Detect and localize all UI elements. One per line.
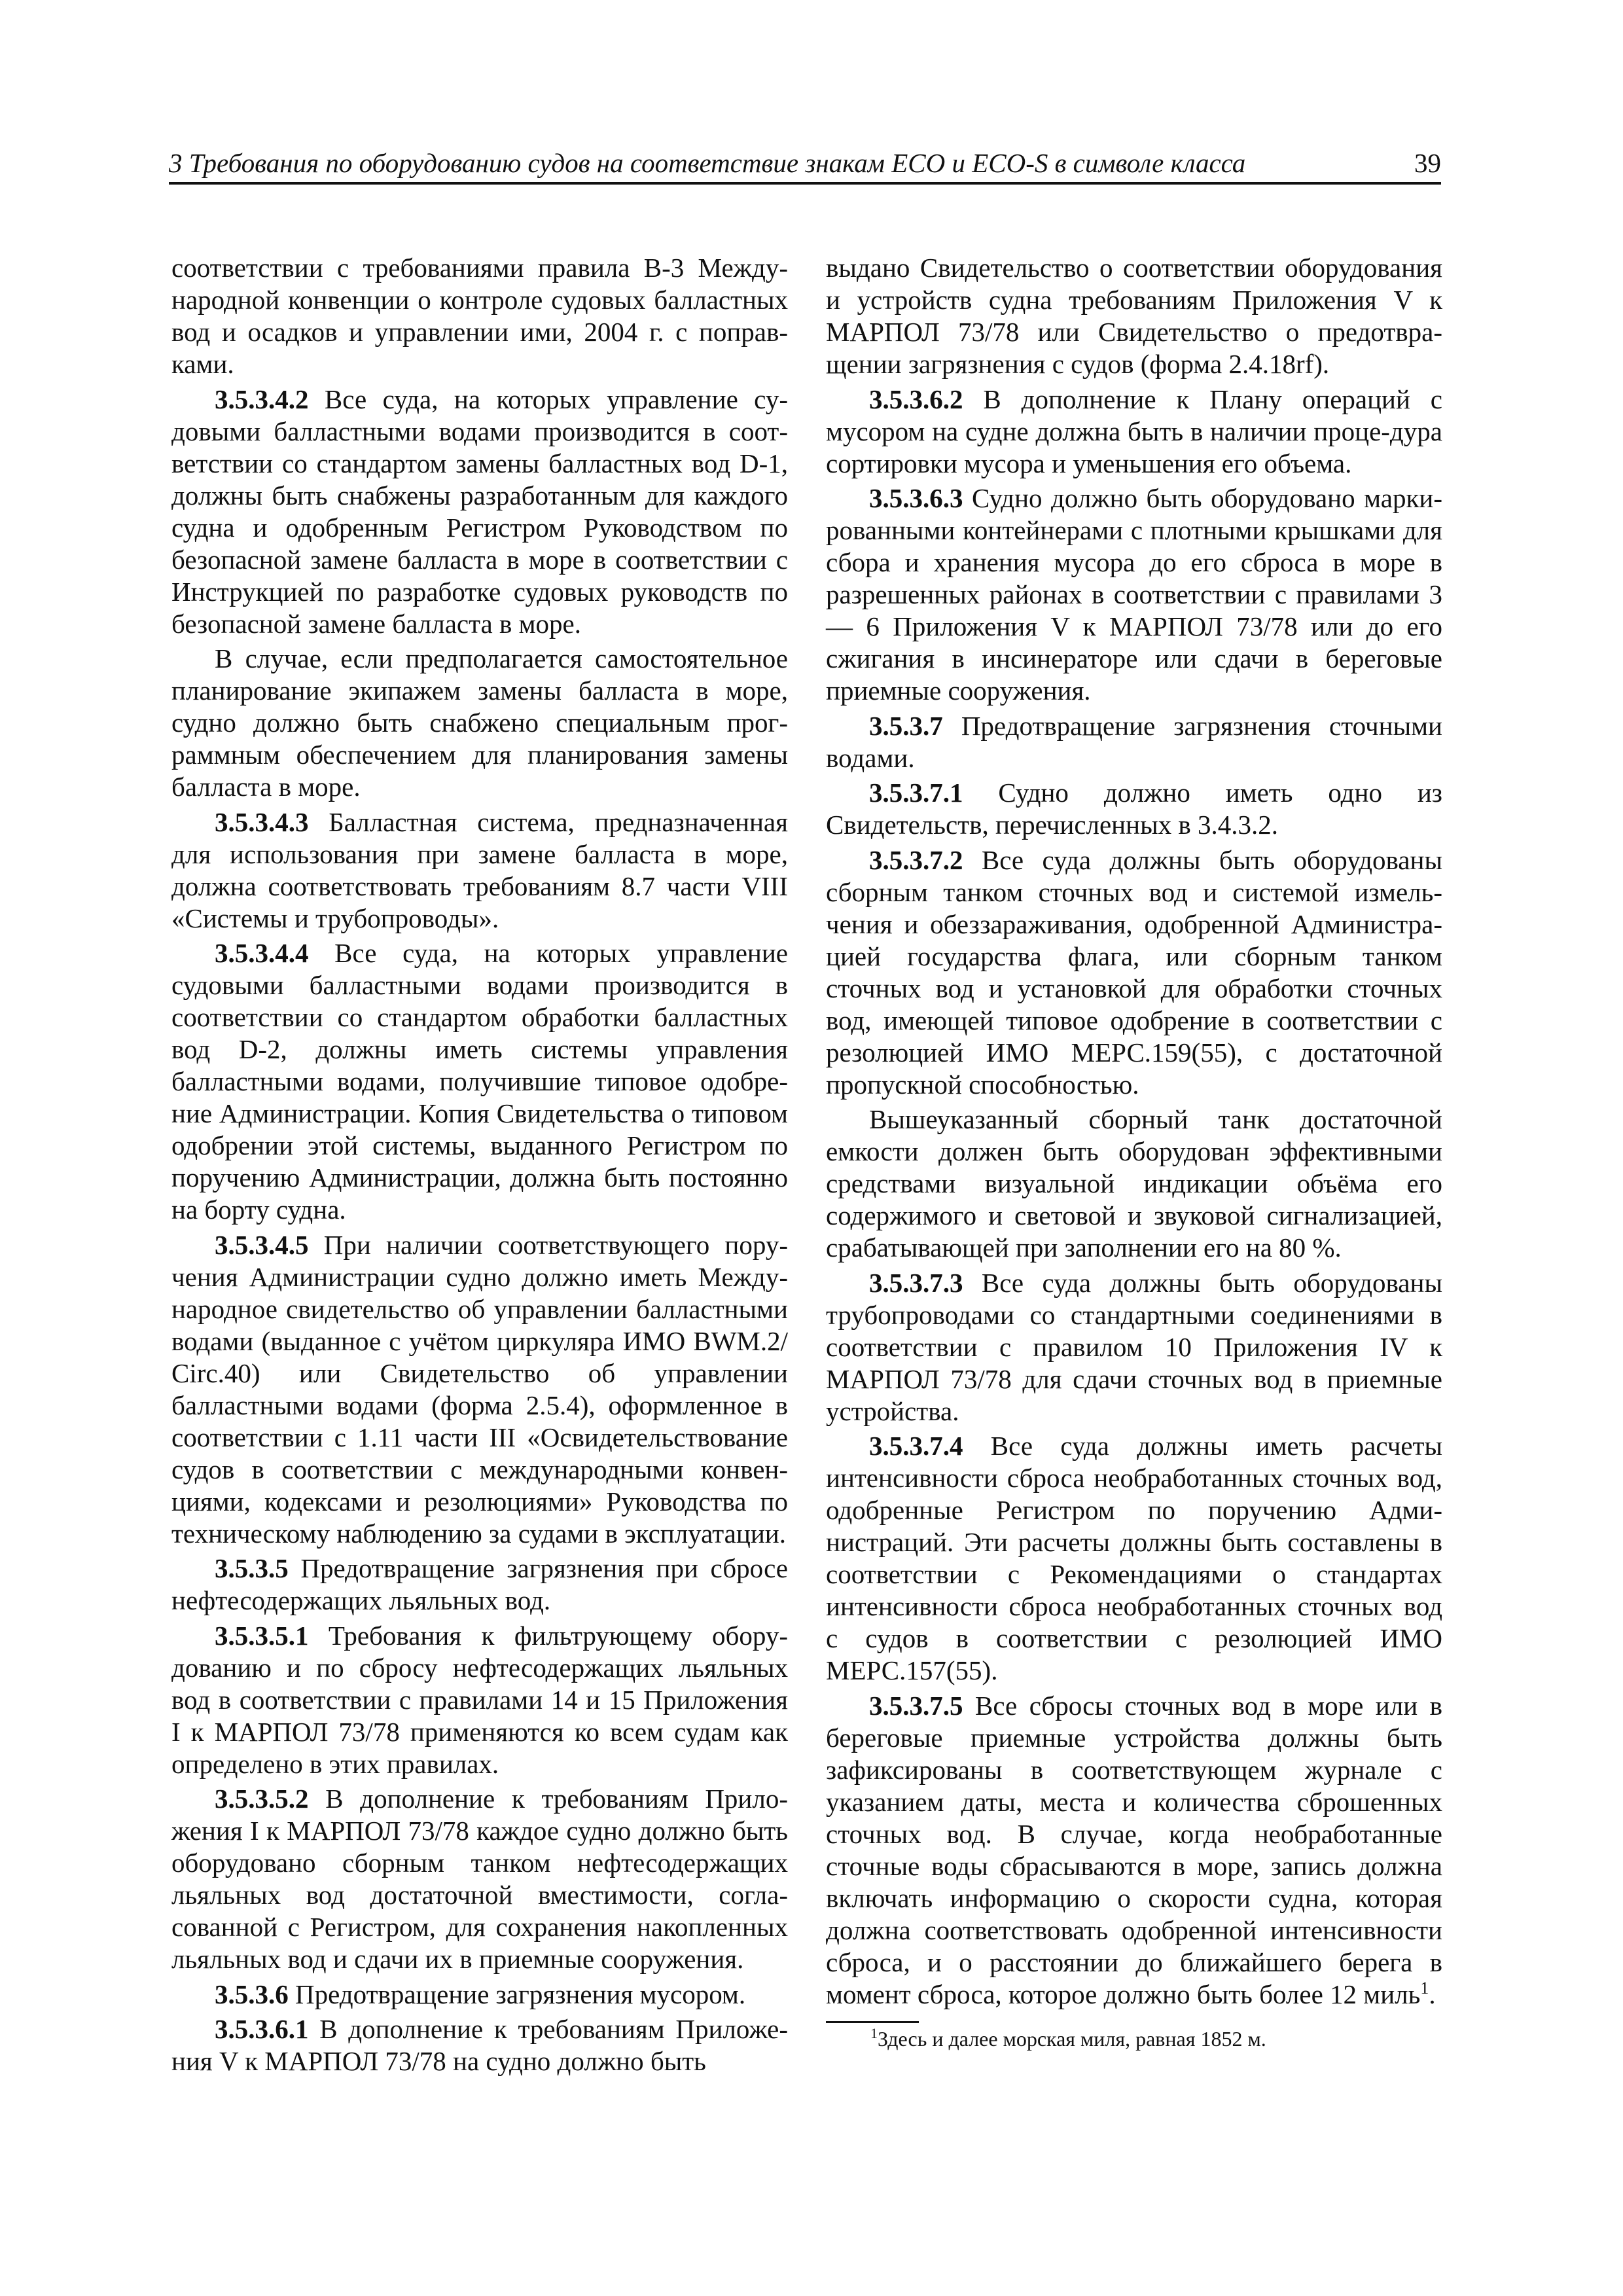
header-title: 3 Требования по оборудованию судов на соответствие знакам ECO и ECO-S в символе класса [169,148,1246,178]
paragraph-text: Все суда должны быть оборудованы сборным танком сточных вод и системой измель-чения и обеззараживания, одобренной Администра-цией государства флага, или сборным танком сточных вод и установкой для обработки сточных вод, имеющей типовое одобрение в соответствии с резолюцией ИМО МЕРС.159(55), с достаточной пропускной способностью. [826,844,1442,1100]
clause-number: 3.5.3.6.3 [869,483,963,513]
paragraph [826,777,1442,841]
paragraph [826,1103,1442,1264]
paragraph [826,710,1442,774]
clause-number: 3.5.3.5 [215,1553,289,1583]
clause-number: 3.5.3.7.4 [869,1431,963,1461]
clause-number: 3.5.3.6.2 [869,384,963,414]
clause-number: 3.5.3.7.5 [869,1690,963,1721]
paragraph [171,806,788,935]
clause-number: 3.5.3.6.1 [215,2014,309,2044]
paragraph [171,643,788,803]
clause-number: 3.5.3.5.2 [215,1784,309,1814]
paragraph-text: Все сбросы сточных вод в море или в береговые приемные устройства должны быть зафиксированы в соответствующем журнале с указанием даты, места и количества сброшенных сточных вод. В случае, когда необработанные сточные воды сбрасываются в море, запись должна включать информацию о скорости судна, которая должна соответствовать одобренной интенсивности сброса, и о расстоянии до ближайшего берега в момент сброса, которое должно быть более 12 миль [826,1690,1442,2009]
footnote-text: Здесь и далее морская миля, равная 1852 м. [878,2027,1266,2051]
paragraph [826,844,1442,1101]
clause-number: 3.5.3.7.3 [869,1267,963,1298]
paragraph [826,252,1442,380]
paragraph-text: В дополнение к Плану операций с мусором на судне должна быть в наличии проце-дура сортировки мусора и уменьшения его объема. [826,384,1442,478]
clause-number: 3.5.3.7 [869,710,943,741]
paragraph [171,2013,788,2077]
clause-number: 3.5.3.5.1 [215,1620,309,1651]
paragraph-text: Вышеуказанный сборный танк достаточной емкости должен быть оборудован эффективными средствами визуальной индикации объёма его содержимого и световой и звуковой сигнализацией, срабатывающей при заполнении его на 80 %. [826,1104,1442,1263]
clause-number: 3.5.3.4.3 [215,806,309,837]
paragraph-tail: . [1429,1979,1436,2009]
clause-number: 3.5.3.4.5 [215,1229,309,1260]
paragraph [826,1690,1442,2011]
paragraph-text: Все суда должны иметь расчеты интенсивности сброса необработанных сточных вод, одобренные Регистром по поручению Адми-нистраций. Эти расчеты должны быть составлены в соответствии с Рекомендациями о стандартах интенсивности сброса необработанных сточных вод с судов в соответствии с резолюцией ИМО МЕРС.157(55). [826,1431,1442,1685]
paragraph [171,1979,788,2011]
paragraph [171,1783,788,1975]
paragraph [826,1267,1442,1427]
footnote-marker: 1 [870,2025,878,2041]
clause-number: 3.5.3.7.1 [869,778,963,808]
clause-number: 3.5.3.7.2 [869,844,963,875]
paragraph-text: Требования к фильтрующему обору-дованию и по сбросу нефтесодержащих льяльных вод в соответствии с правилами 14 и 15 Приложения I к МАРПОЛ 73/78 применяются ко всем судам как определено в этих правилах. [171,1620,788,1779]
paragraph-text: В дополнение к требованиям Прило-жения I к МАРПОЛ 73/78 каждое судно должно быть оборудовано сборным танком нефтесодержащих льяльных вод достаточной вместимости, согла-сованной с Регистром, для сохранения накопленных льяльных вод и сдачи их в приемные сооружения. [171,1784,788,1974]
paragraph-text: Все суда должны быть оборудованы трубопроводами со стандартными соединениями в соответствии с правилом 10 Приложения IV к МАРПОЛ 73/78 для сдачи сточных вод в приемные устройства. [826,1267,1442,1426]
clause-number: 3.5.3.4.2 [215,384,309,414]
paragraph [171,1620,788,1780]
paragraph [826,384,1442,480]
paragraph-text: В случае, если предполагается самостоятельное планирование экипажем замены балласта в море, судно должно быть снабжено специальным прог-раммным обеспечением для планирования замены балласта в море. [171,643,788,802]
paragraph-text: Судно должно иметь одно из Свидетельств, перечисленных в 3.4.3.2. [826,778,1442,840]
paragraph-text: Предотвращение загрязнения мусором. [288,1979,746,2009]
paragraph-text: соответствии с требованиями правила В-3 Между-народной конвенции о контроле судовых балластных вод и осадков и управлении ими, 2004 г. с поправ-ками. [171,253,788,379]
paragraph-text: Предотвращение загрязнения сточными водами. [826,710,1442,773]
paragraph-text: Судно должно быть оборудовано марки-рованными контейнерами с плотными крышками для сбора и хранения мусора до его сброса в море в разрешенных районах в соответствии с правилами 3 — 6 Приложения V к МАРПОЛ 73/78 или до его сжигания в инсинераторе или сдачи в береговые приемные сооружения. [826,483,1442,706]
paragraph-text: Все суда, на которых управление су-довыми балластными водами производится в соот-ветствии со стандартом замены балластных вод D-1, должны быть снабжены разработанным для каждого судна и одобренным Регистром Руководством по безопасной замене балласта в море в соответствии с Инструкцией по разработке судовых руководств по безопасной замене балласта в море. [171,384,788,639]
paragraph [171,384,788,640]
page-number: 39 [1414,148,1441,178]
clause-number: 3.5.3.6 [215,1979,289,2009]
paragraph [826,482,1442,707]
paragraph [826,1430,1442,1687]
paragraph [171,937,788,1226]
clause-number: 3.5.3.4.4 [215,938,309,968]
running-header [169,144,1441,185]
right-column [826,252,1442,2013]
paragraph-text: выдано Свидетельство о соответствии оборудования и устройств судна требованиям Приложения V к МАРПОЛ 73/78 или Свидетельство о предотвра-щении загрязнения с судов (форма 2.4.18rf). [826,253,1442,379]
paragraph-text: В дополнение к требованиям Приложе-ния V к МАРПОЛ 73/78 на судно должно быть [171,2014,788,2076]
left-column [171,252,788,2081]
paragraph-text: Предотвращение загрязнения при сбросе нефтесодержащих льяльных вод. [171,1553,788,1615]
paragraph [171,252,788,380]
paragraph [171,1229,788,1550]
footnote [870,2026,1446,2052]
paragraph-text: Балластная система, предназначенная для использования при замене балласта в море, должна соответствовать требованиям 8.7 части VIII «Системы и трубопроводы». [171,806,788,933]
paragraph [171,1552,788,1617]
footnote-reference: 1 [1420,1978,1429,1998]
paragraph-text: При наличии соответствующего пору-чения Администрации судно должно иметь Между-народное свидетельство об управлении балластными водами (выданное с учётом циркуляра ИМО BWM.2/ Circ.40) или Свидетельство об управлении балластными водами (форма 2.5.4), оформленное в соответствии с 1.11 части III «Освидетельствование судов в соответствии с международными конвен-циями, кодексами и резолюциями» Руководства по техническому наблюдению за судами в эксплуатации. [171,1229,788,1549]
footnote-divider [826,2021,919,2023]
paragraph-text: Все суда, на которых управление судовыми балластными водами производится в соответствии со стандартом обработки балластных вод D-2, должны иметь системы управления балластными водами, получившие типовое одобре-ние Администрации. Копия Свидетельства о типовом одобрении этой системы, выданного Регистром по поручению Администрации, должна быть постоянно на борту судна. [171,938,788,1225]
